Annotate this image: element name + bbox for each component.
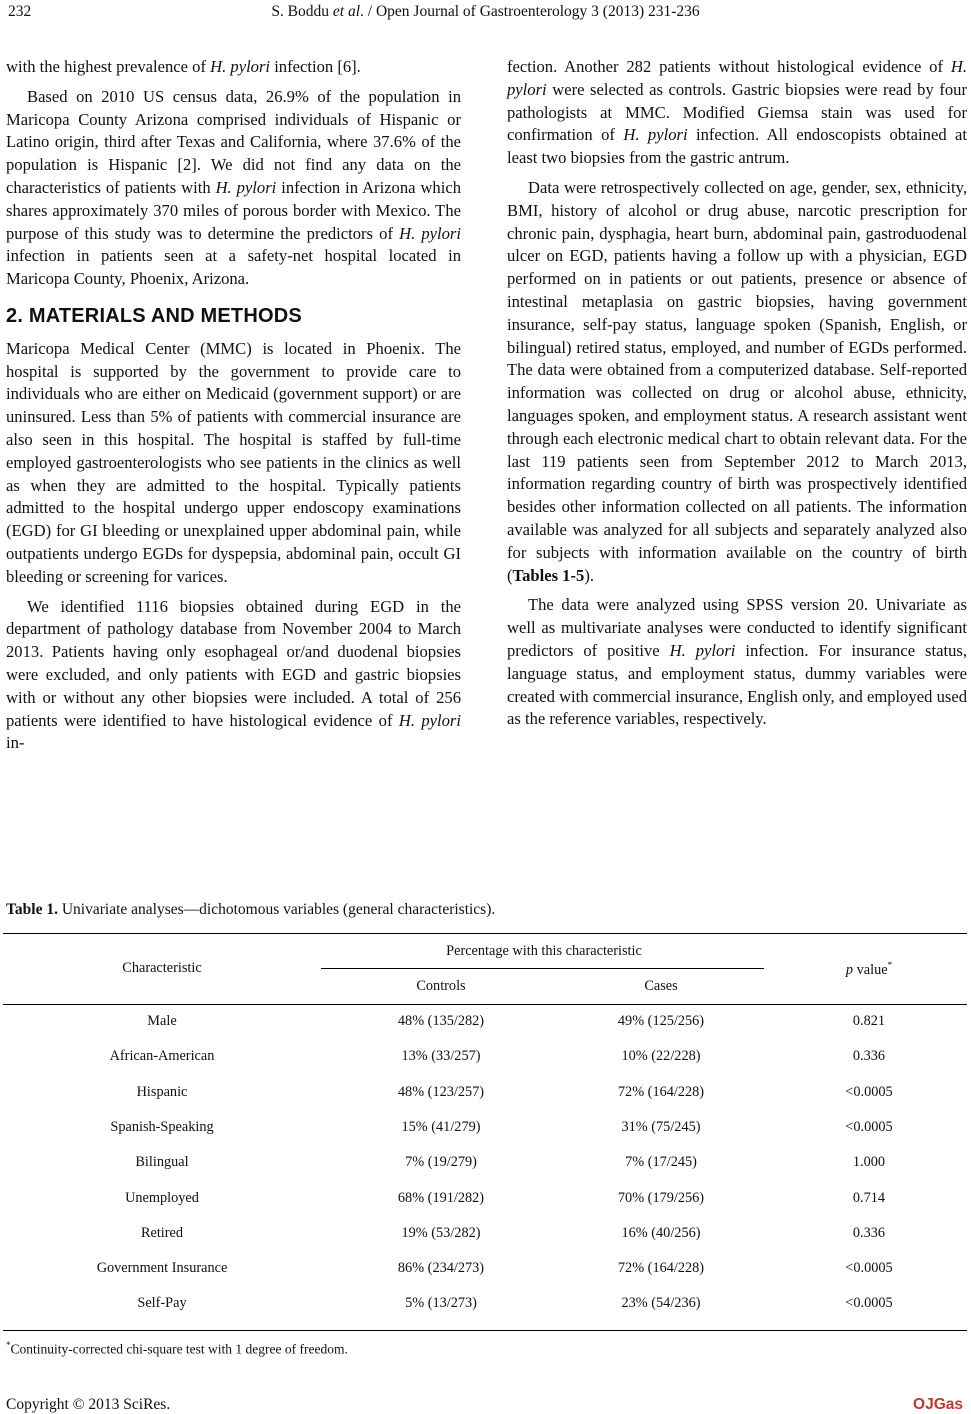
cell-characteristic: African-American [109, 1048, 215, 1065]
cell-p-value: 0.714 [852, 1189, 886, 1206]
cell-characteristic: Hispanic [136, 1083, 188, 1100]
table-bottom-rule [3, 1330, 967, 1331]
paragraph: We identified 1116 biopsies obtained during EGD in the department of pathology database from November 2004 to March 2013. Patients having only esophageal or/and duodenal biopsies were excluded, and only patients with EGD and gastric biopsies with or without any other biopsies were included. A total of 256 patients were identified to have histological evidence of H. pylori in- [6, 596, 461, 753]
cell-characteristic: Male [147, 1013, 177, 1029]
cell-characteristic: Spanish-Speaking [110, 1118, 214, 1135]
table-reference-link[interactable]: Tables 1-5 [512, 565, 585, 585]
table-caption: Table 1. Univariate analyses—dichotomous variables (general characteristics). [6, 901, 496, 918]
left-column [6, 56, 461, 755]
cell-controls: 13% (33/257) [401, 1048, 481, 1065]
cell-p-value: <0.0005 [845, 1295, 893, 1312]
cell-cases: 23% (54/236) [621, 1295, 701, 1312]
paragraph: Data were retrospectively collected on age, gender, sex, ethnicity, BMI, history of alcohol or drug abuse, narcotic prescription for chronic pain, dysphagia, heart burn, abdominal pain, gastroduodenal ulcer on EGD, patients having a follow up with a physician, EGD performed on in patients or out patients, presence or absence of intestinal metaplasia on gastric biopsies, having government insurance, self-pay status, language spoken (Spanish, English, or bilingual) retired status, employed, and number of EGDs performed. The data were obtained from a computerized database. Self-reported information was collected on drug or alcohol abuse, ethnicity, languages spoken, and employment status. A research assistant went through each electronic medical chart to obtain relevant data. For the last 119 patients seen from September 2012 to March 2013, information regarding country of birth was prospectively identified besides other information collected on all patients. The information available was analyzed for all subjects and separately analyzed also for subjects with information available on the country of birth (Tables 1-5). [507, 177, 967, 585]
cell-controls: 7% (19/279) [405, 1154, 477, 1171]
cell-p-value: 0.336 [852, 1224, 886, 1241]
column-header-characteristic: Characteristic [122, 960, 202, 976]
header-bottom-rule [3, 1004, 967, 1005]
cell-characteristic: Unemployed [125, 1189, 199, 1206]
cell-p-value: <0.0005 [845, 1118, 893, 1135]
cell-cases: 49% (125/256) [617, 1013, 705, 1029]
running-head [8, 3, 963, 21]
page-header [8, 3, 963, 23]
cell-controls: 68% (191/282) [397, 1189, 485, 1206]
cell-controls: 15% (41/279) [401, 1118, 481, 1135]
copyright: Copyright © 2013 SciRes. [6, 1396, 171, 1413]
cell-controls: 48% (135/282) [397, 1013, 485, 1029]
cell-p-value: 0.821 [852, 1013, 886, 1029]
running-head-journal: . / Open Journal of Gastroenterology 3 (2013) 231-236 [360, 3, 700, 20]
cell-p-value: 1.000 [852, 1154, 886, 1171]
cell-controls: 48% (123/257) [397, 1083, 485, 1100]
cell-cases: 70% (179/256) [617, 1189, 705, 1206]
cell-characteristic: Self-Pay [137, 1295, 187, 1312]
section-heading: 2. MATERIALS AND METHODS [6, 304, 302, 327]
paragraph: fection. Another 282 patients without histological evidence of H. pylori were selected as controls. Gastric biopsies were read by four pathologists at MMC. Modified Giemsa stain was used for confirmation of H. pylori infection. All endoscopists obtained at least two biopsies from the gastric antrum. [507, 57, 968, 168]
column-group-header: Percentage with this characteristic [446, 943, 642, 959]
paragraph: Maricopa Medical Center (MMC) is located in Phoenix. The hospital is supported by the government to provide care to individuals who are either on Medicaid (government support) or are uninsured. Less than 5% of patients with commercial insurance are also seen in this hospital. The hospital is staffed by full-time employed gastroenterologists who see patients in the clinics as well as when they are admitted to the hospital. Typically patients admitted to the hospital undergo upper endoscopy examinations (EGD) for GI bleeding or unexplained upper abdominal pain, while outpatients undergo EGDs for dyspepsia, abdominal pain, occult GI bleeding or screening for varices. [6, 338, 461, 586]
cell-characteristic: Government Insurance [96, 1260, 228, 1277]
table-top-rule [3, 933, 967, 934]
cell-characteristic: Bilingual [135, 1154, 189, 1171]
right-column [507, 56, 967, 731]
cell-p-value: <0.0005 [845, 1260, 893, 1277]
paragraph: with the highest prevalence of H. pylori infection [6]. [6, 57, 361, 76]
cell-p-value: <0.0005 [845, 1083, 893, 1100]
column-header-cases: Cases [644, 978, 678, 994]
cell-cases: 72% (164/228) [617, 1083, 705, 1100]
cell-cases: 16% (40/256) [621, 1224, 701, 1241]
journal-abbrev: OJGas [913, 1396, 963, 1413]
group-rule [321, 968, 764, 969]
cell-cases: 10% (22/228) [621, 1048, 701, 1065]
cell-controls: 5% (13/273) [405, 1295, 477, 1312]
cell-characteristic: Retired [140, 1224, 184, 1241]
paragraph: Based on 2010 US census data, 26.9% of the population in Maricopa County Arizona comprised individuals of Hispanic or Latino origin, third after Texas and California, where 37.6% of the population is Hispanic [2]. We did not find any data on the characteristics of patients with H. pylori infection in Arizona which shares approximately 370 miles of porous border with Mexico. The purpose of this study was to determine the predictors of H. pylori infection in patients seen at a safety-net hospital located in Maricopa County, Phoenix, Arizona. [6, 86, 462, 289]
column-header-controls: Controls [416, 978, 466, 994]
running-head-authors: S. Boddu [271, 3, 333, 20]
cell-controls: 19% (53/282) [401, 1224, 481, 1241]
cell-cases: 31% (75/245) [621, 1118, 701, 1135]
cell-controls: 86% (234/273) [397, 1260, 485, 1277]
paragraph: The data were analyzed using SPSS version 20. Univariate as well as multivariate analyses were conducted to identify significant predictors of positive H. pylori infection. For insurance status, language status, and employment status, dummy variables were created with commercial insurance, English only, and employed used as the reference variables, respectively. [507, 595, 967, 729]
running-head-etal: et al [332, 3, 361, 20]
table-footnote: *Continuity-corrected chi-square test with 1 degree of freedom. [6, 1340, 348, 1357]
page-number: 232 [8, 3, 32, 20]
column-header-p-value: p value* [845, 960, 893, 978]
cell-cases: 72% (164/228) [617, 1260, 705, 1277]
cell-p-value: 0.336 [852, 1048, 886, 1065]
cell-cases: 7% (17/245) [625, 1154, 697, 1171]
